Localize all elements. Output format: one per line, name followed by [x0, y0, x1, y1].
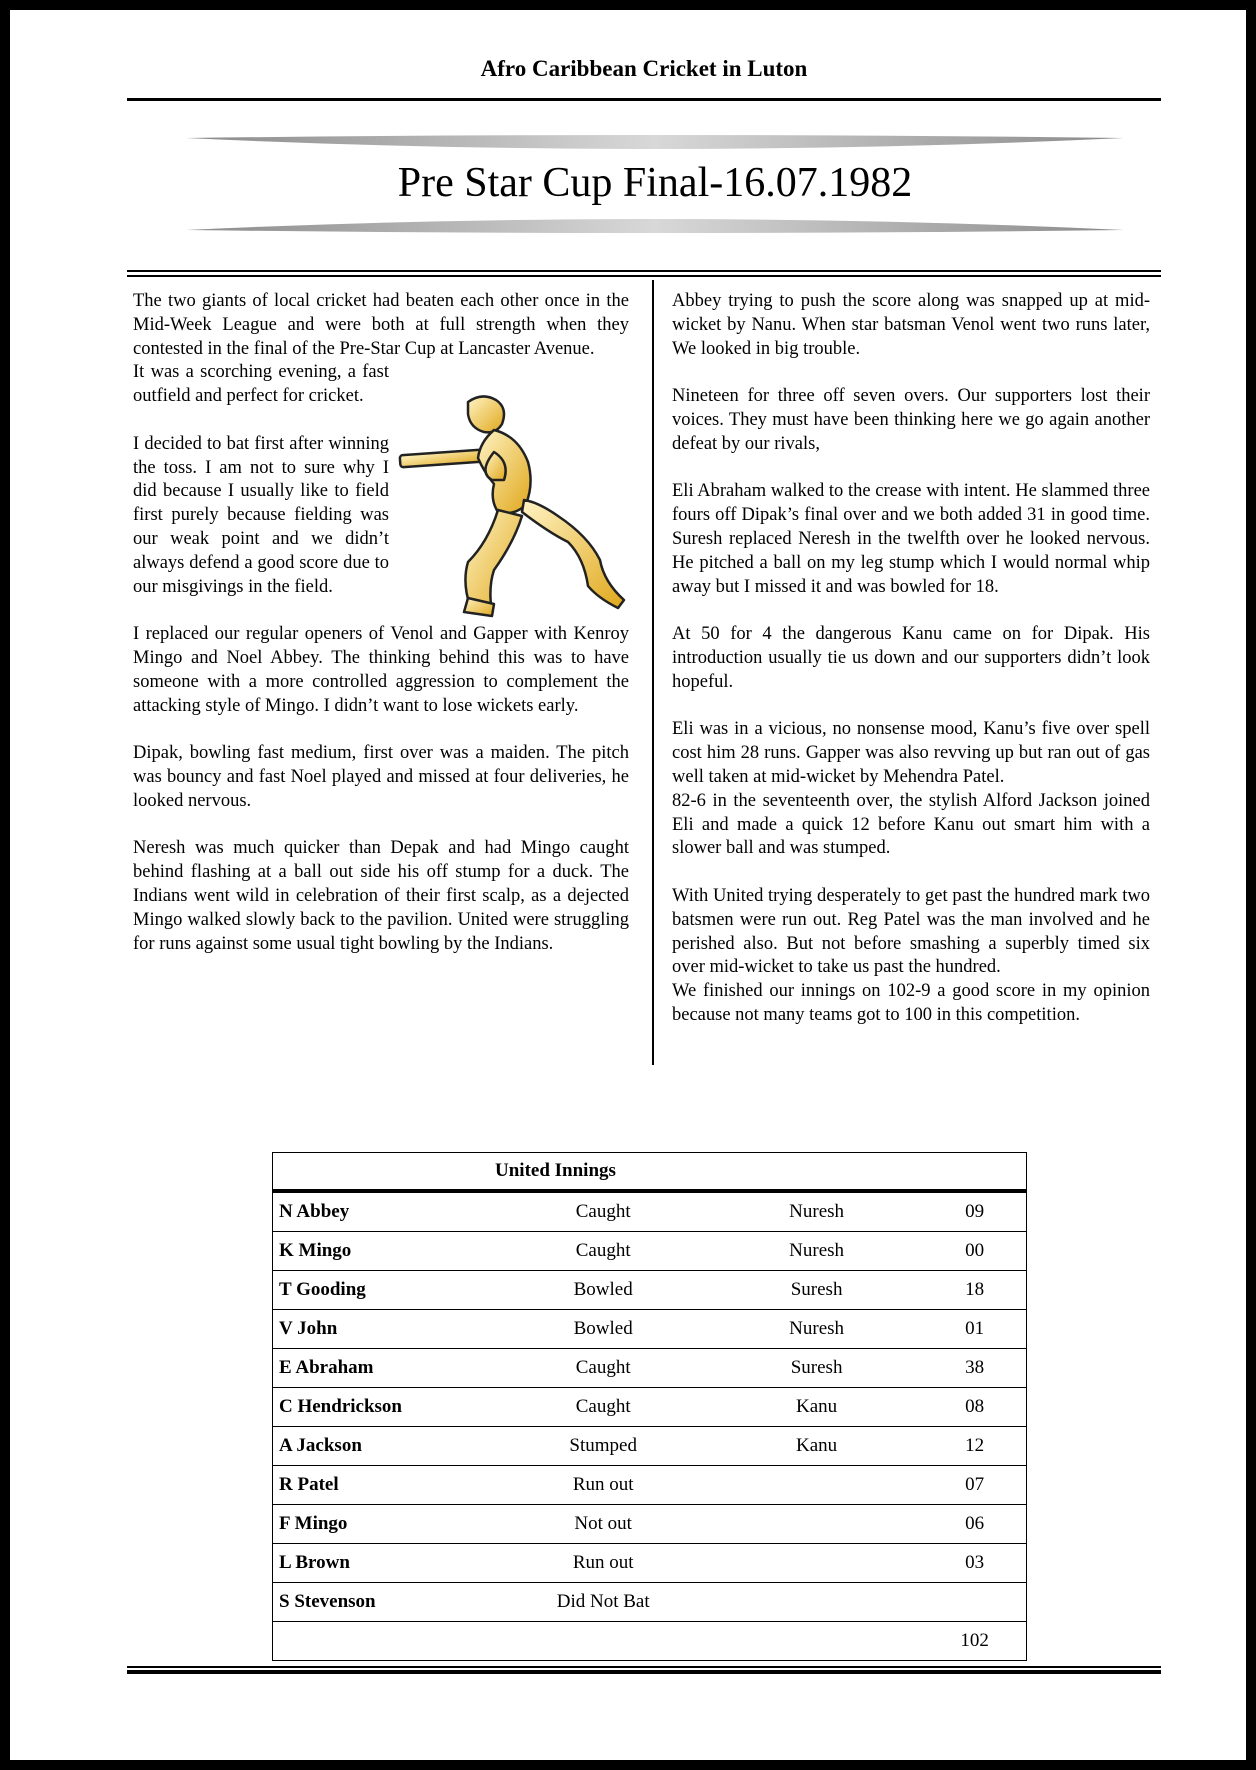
runs: 08 — [923, 1388, 1026, 1427]
column-divider — [652, 280, 654, 1065]
table-row — [273, 1271, 1027, 1310]
dismissal: Run out — [496, 1544, 709, 1583]
table-row — [273, 1427, 1027, 1466]
paragraph: Nineteen for three off seven overs. Our supporters lost their voices. They must have been thinking here we go again another defeat by our rivals, — [672, 386, 1150, 454]
article-title: Pre Star Cup Final-16.07.1982 — [397, 160, 913, 206]
dismissal: Stumped — [496, 1427, 709, 1466]
runs: 03 — [923, 1544, 1026, 1583]
paragraph: Neresh was much quicker than Depak and had Mingo caught behind flashing at a ball out side his off stump for a duck. The Indians went wild in celebration of their first scalp, as a dejected Mingo walked slowly back to the pavilion. United were struggling for runs against some usual tight bowling by the Indians. — [133, 838, 629, 954]
dismissal: Not out — [496, 1505, 709, 1544]
left-column — [133, 290, 629, 956]
paragraph: We finished our innings on 102-9 a good score in my opinion because not many teams got to 100 in this competition. — [672, 981, 1150, 1025]
dismissal: Caught — [496, 1349, 709, 1388]
bowler: Suresh — [710, 1349, 923, 1388]
section-rule-top — [127, 270, 1161, 272]
table-row — [273, 1583, 1027, 1622]
paragraph: Eli was in a vicious, no nonsense mood, Kanu’s five over spell cost him 28 runs. Gapper was also revving up but ran out of gas well taken at mid-wicket by Mehendra Patel. — [672, 719, 1150, 787]
dismissal: Caught — [496, 1232, 709, 1271]
table-row — [273, 1232, 1027, 1271]
bowler: Nuresh — [710, 1232, 923, 1271]
batsman-name: N Abbey — [273, 1191, 497, 1232]
dismissal: Did Not Bat — [496, 1583, 709, 1622]
table-row — [273, 1544, 1027, 1583]
paragraph: At 50 for 4 the dangerous Kanu came on for Dipak. His introduction usually tie us down and our supporters didn’t look hopeful. — [672, 624, 1150, 692]
batsman-name: S Stevenson — [273, 1583, 497, 1622]
right-column — [672, 290, 1150, 1028]
bowler — [710, 1544, 923, 1583]
table-row — [273, 1388, 1027, 1427]
bowler — [710, 1505, 923, 1544]
bowler: Nuresh — [710, 1191, 923, 1232]
bowler: Nuresh — [710, 1310, 923, 1349]
total-row — [273, 1622, 1027, 1661]
batsman-name: T Gooding — [273, 1271, 497, 1310]
batsman-name: R Patel — [273, 1466, 497, 1505]
paragraph: 82-6 in the seventeenth over, the stylish Alford Jackson joined Eli and made a quick 12 before Kanu out smart him with a slower ball and was stumped. — [672, 790, 1150, 859]
header-rule — [127, 98, 1161, 101]
paragraph: I decided to bat first after winning the toss. I am not to sure why I did because I usually like to field first purely because fielding was our weak point and we didn’t always defend a good score due to our misgivings in the field. — [133, 433, 389, 597]
paragraph: Eli Abraham walked to the crease with intent. He slammed three fours off Dipak’s final over and we both added 31 in good time. Suresh replaced Neresh in the twelfth over he looked nervous. He pitched a ball on my leg stump which I would normal whip away but I missed it and was bowled for 18. — [672, 481, 1150, 597]
dismissal: Bowled — [496, 1271, 709, 1310]
batsman-name: V John — [273, 1310, 497, 1349]
dismissal: Caught — [496, 1388, 709, 1427]
batsman-name: C Hendrickson — [273, 1388, 497, 1427]
dismissal: Bowled — [496, 1310, 709, 1349]
footer-rule-bottom — [127, 1670, 1161, 1674]
innings-scorecard — [272, 1152, 1027, 1661]
bowler: Suresh — [710, 1271, 923, 1310]
bowler — [710, 1466, 923, 1505]
table-row — [273, 1466, 1027, 1505]
batsman-illustration-icon — [398, 392, 630, 622]
dismissal: Caught — [496, 1191, 709, 1232]
innings-total: 102 — [923, 1622, 1026, 1661]
batsman-name: K Mingo — [273, 1232, 497, 1271]
paragraph: Abbey trying to push the score along was snapped up at mid-wicket by Nanu. When star batsman Venol went two runs later, We looked in big trouble. — [672, 291, 1150, 359]
section-rule-bottom — [127, 275, 1161, 277]
bowler: Kanu — [710, 1427, 923, 1466]
paragraph: I replaced our regular openers of Venol and Gapper with Kenroy Mingo and Noel Abbey. The thinking behind this was to have someone with a more controlled aggression to complement the attacking style of Mingo. I didn’t want to lose wickets early. — [133, 624, 629, 716]
runs: 06 — [923, 1505, 1026, 1544]
bowler: Kanu — [710, 1388, 923, 1427]
table-row — [273, 1349, 1027, 1388]
runs: 38 — [923, 1349, 1026, 1388]
runs: 12 — [923, 1427, 1026, 1466]
scorecard-header — [273, 1153, 1027, 1192]
paragraph: It was a scorching evening, a fast outfield and perfect for cricket. — [133, 362, 389, 407]
batsman-name: F Mingo — [273, 1505, 497, 1544]
batsman-name: A Jackson — [273, 1427, 497, 1466]
paragraph: With United trying desperately to get past the hundred mark two batsmen were run out. Reg Patel was the man involved and he perished also. But not before smashing a superbly timed six over mid-wicket to take us past the hundred. — [672, 885, 1150, 978]
runs — [923, 1583, 1026, 1622]
table-row — [273, 1310, 1027, 1349]
scorecard-title: United Innings — [495, 1160, 616, 1181]
runs: 01 — [923, 1310, 1026, 1349]
paragraph: Dipak, bowling fast medium, first over was a maiden. The pitch was bouncy and fast Noel played and missed at four deliveries, he looked nervous. — [133, 743, 629, 811]
dismissal: Run out — [496, 1466, 709, 1505]
runs: 09 — [923, 1191, 1026, 1232]
runs: 18 — [923, 1271, 1026, 1310]
batsman-name: L Brown — [273, 1544, 497, 1583]
running-header: Afro Caribbean Cricket in Luton — [480, 56, 808, 81]
batsman-name: E Abraham — [273, 1349, 497, 1388]
paragraph: The two giants of local cricket had beaten each other once in the Mid-Week League and were both at full strength when they contested in the final of the Pre-Star Cup at Lancaster Avenue. — [133, 291, 629, 359]
bowler — [710, 1583, 923, 1622]
runs: 07 — [923, 1466, 1026, 1505]
runs: 00 — [923, 1232, 1026, 1271]
footer-rule-top — [127, 1666, 1161, 1668]
table-row — [273, 1191, 1027, 1232]
table-row — [273, 1505, 1027, 1544]
